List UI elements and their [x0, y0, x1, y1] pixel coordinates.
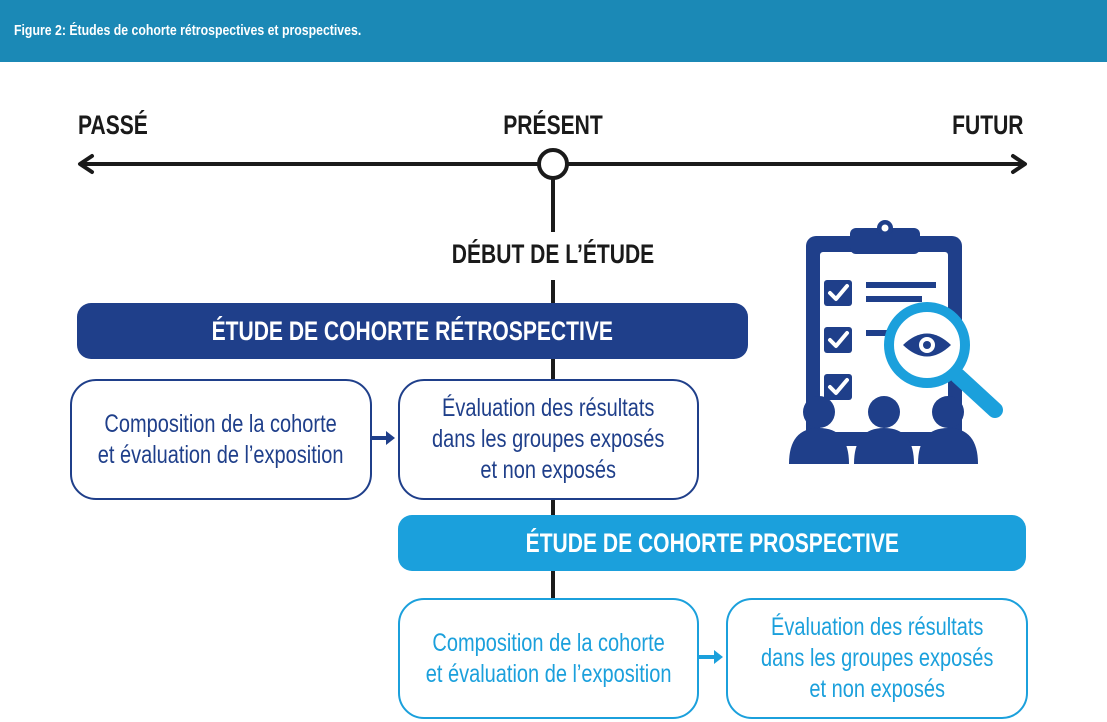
retrospective-step-2-line-3: et non exposés — [480, 456, 617, 484]
timeline-label-past: PASSÉ — [78, 110, 148, 140]
retrospective-title: ÉTUDE DE COHORTE RÉTROSPECTIVE — [211, 315, 614, 346]
retrospective-step-1-line-2: et évaluation de l’exposition — [98, 440, 344, 469]
prospective-step-2-line-1: Évaluation des résultats — [770, 613, 984, 641]
prospective-step-2-line-2: dans les groupes exposés — [760, 644, 994, 672]
retrospective-step-1-box — [70, 379, 372, 500]
figure-title: Figure 2: Études de cohorte rétrospectives et prospectives. — [14, 22, 362, 39]
timeline-label-future: FUTUR — [951, 110, 1023, 140]
prospective-step-1-line-1: Composition de la cohorte — [432, 628, 665, 657]
prospective-step-2-line-3: et non exposés — [809, 675, 945, 703]
clipboard-people-magnifier-icon — [789, 220, 995, 464]
study-start-label: DÉBUT DE L’ÉTUDE — [451, 239, 655, 269]
present-marker — [539, 150, 567, 178]
retrospective-step-2-line-2: dans les groupes exposés — [432, 425, 665, 453]
prospective-step-2-box — [726, 598, 1028, 719]
retrospective-step-2-box — [398, 379, 699, 500]
prospective-title: ÉTUDE DE COHORTE PROSPECTIVE — [525, 527, 899, 558]
arrow-right-icon — [371, 431, 395, 445]
retrospective-step-2-line-1: Évaluation des résultats — [442, 394, 655, 422]
retrospective-title-bar — [77, 303, 748, 359]
arrow-right-icon — [699, 650, 723, 664]
prospective-title-bar — [398, 515, 1026, 571]
timeline-label-present: PRÉSENT — [503, 110, 603, 140]
prospective-step-1-box — [398, 598, 699, 719]
retrospective-step-1-line-1: Composition de la cohorte — [104, 409, 338, 438]
prospective-step-1-line-2: et évaluation de l’exposition — [425, 659, 672, 688]
